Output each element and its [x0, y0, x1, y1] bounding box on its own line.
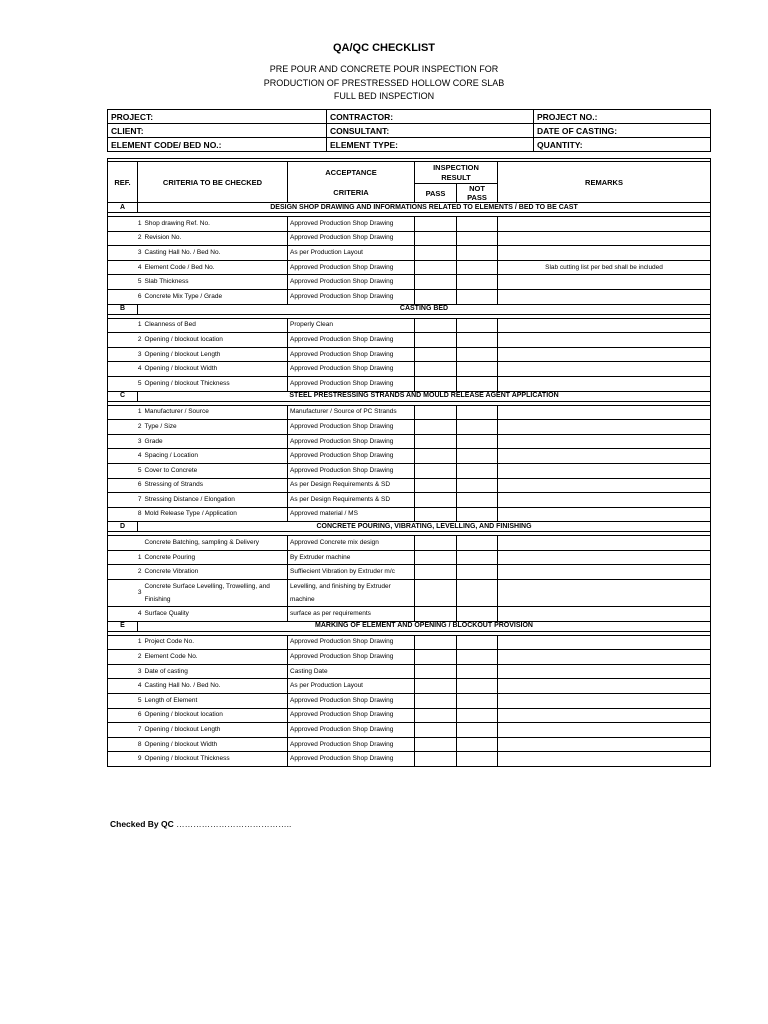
table-row: [108, 420, 711, 435]
not-pass-cell[interactable]: [457, 737, 498, 752]
pass-cell[interactable]: [415, 565, 457, 580]
table-row: [108, 550, 711, 565]
document-title: QA/QC CHECKLIST: [332, 42, 436, 54]
remarks-cell[interactable]: [498, 434, 711, 449]
acceptance-cell: Approved Production Shop Drawing: [288, 737, 415, 752]
not-pass-cell[interactable]: [457, 420, 498, 435]
not-pass-cell[interactable]: [457, 536, 498, 551]
item-number: 8: [108, 737, 143, 752]
item-number: 8: [108, 507, 143, 522]
acceptance-cell: Approved Production Shop Drawing: [288, 752, 415, 767]
acceptance-cell: Approved Production Shop Drawing: [288, 362, 415, 377]
pass-cell[interactable]: [415, 607, 457, 622]
criteria-cell: Surface Quality: [143, 607, 288, 622]
acceptance-cell: Approved Production Shop Drawing: [288, 723, 415, 738]
item-number: [108, 536, 143, 551]
item-number: 4: [108, 679, 143, 694]
pass-cell[interactable]: [415, 650, 457, 665]
not-pass-cell[interactable]: [457, 694, 498, 709]
item-number: 5: [108, 694, 143, 709]
section-ref: E: [108, 621, 138, 631]
section-row: [108, 621, 711, 631]
pass-cell[interactable]: [415, 550, 457, 565]
pass-cell[interactable]: [415, 580, 457, 607]
pass-cell[interactable]: [415, 217, 457, 232]
table-row: [108, 347, 711, 362]
acceptance-cell: Approved Production Shop Drawing: [288, 420, 415, 435]
acceptance-cell: Levelling, and finishing by Extruder machine: [288, 580, 415, 607]
table-row: [108, 405, 711, 420]
pass-cell[interactable]: [415, 694, 457, 709]
table-row: [108, 708, 711, 723]
item-number: 6: [108, 478, 143, 493]
criteria-cell: Casting Hall No. / Bed No.: [143, 246, 288, 261]
section-row: [108, 391, 711, 401]
section-ref: A: [108, 203, 138, 213]
pass-cell[interactable]: [415, 275, 457, 290]
acceptance-cell: Approved Production Shop Drawing: [288, 231, 415, 246]
not-pass-cell[interactable]: [457, 679, 498, 694]
checked-by-qc: [110, 819, 291, 829]
section-title: CASTING BED: [138, 304, 711, 314]
inspection-header: INSPECTION: [415, 162, 498, 174]
item-number: 5: [108, 376, 143, 391]
project-field[interactable]: PROJECT:: [108, 110, 327, 124]
criteria-cell: Opening / blockout Width: [143, 737, 288, 752]
project-no-field[interactable]: PROJECT NO.:: [534, 110, 711, 124]
element-code-field[interactable]: ELEMENT CODE/ BED NO.:: [108, 138, 327, 152]
not-pass-header: NOT PASS: [457, 184, 498, 203]
remarks-cell[interactable]: [498, 405, 711, 420]
remarks-cell[interactable]: [498, 650, 711, 665]
criteria-cell: Slab Thickness: [143, 275, 288, 290]
table-row: [108, 635, 711, 650]
not-pass-cell[interactable]: [457, 723, 498, 738]
remarks-cell[interactable]: [498, 362, 711, 377]
project-info-table: [107, 109, 711, 152]
acceptance-cell: Approved Production Shop Drawing: [288, 463, 415, 478]
remarks-cell[interactable]: [498, 550, 711, 565]
pass-cell[interactable]: [415, 737, 457, 752]
remarks-cell[interactable]: [498, 318, 711, 333]
remarks-cell[interactable]: [498, 708, 711, 723]
pass-cell[interactable]: [415, 507, 457, 522]
acceptance-cell: Approved Production Shop Drawing: [288, 650, 415, 665]
remarks-cell[interactable]: [498, 231, 711, 246]
acceptance-cell: Approved Production Shop Drawing: [288, 434, 415, 449]
section-row: [108, 203, 711, 213]
not-pass-cell[interactable]: [457, 217, 498, 232]
criteria-cell: Opening / blockout Width: [143, 362, 288, 377]
pass-cell[interactable]: [415, 333, 457, 348]
pass-cell[interactable]: [415, 752, 457, 767]
remarks-cell[interactable]: [498, 580, 711, 607]
criteria-cell: Opening / blockout Length: [143, 723, 288, 738]
not-pass-cell[interactable]: [457, 507, 498, 522]
section-title: MARKING OF ELEMENT AND OPENING / BLOCKOUT PROVISION: [138, 621, 711, 631]
remarks-cell[interactable]: [498, 246, 711, 261]
criteria-cell: Revision No.: [143, 231, 288, 246]
pass-cell[interactable]: [415, 664, 457, 679]
item-number: 9: [108, 752, 143, 767]
not-pass-cell[interactable]: [457, 550, 498, 565]
criteria-cell: Concrete Batching, sampling & Delivery: [143, 536, 288, 551]
table-row: [108, 580, 711, 607]
item-number: 6: [108, 289, 143, 304]
acceptance-cell: surface as per requirements: [288, 607, 415, 622]
pass-cell[interactable]: [415, 635, 457, 650]
not-pass-cell[interactable]: [457, 650, 498, 665]
section-title: STEEL PRESTRESSING STRANDS AND MOULD RELEASE AGENT APPLICATION: [138, 391, 711, 401]
remarks-cell[interactable]: [498, 463, 711, 478]
acceptance-cell: Suffiecient Vibration by Extruder m/c: [288, 565, 415, 580]
acceptance-cell: Approved Production Shop Drawing: [288, 376, 415, 391]
acceptance-cell: Approved Production Shop Drawing: [288, 289, 415, 304]
criteria-cell: Date of casting: [143, 664, 288, 679]
table-row: [108, 246, 711, 261]
pass-cell[interactable]: [415, 405, 457, 420]
pass-cell[interactable]: [415, 708, 457, 723]
criteria-cell: Stressing of Strands: [143, 478, 288, 493]
item-number: 1: [108, 635, 143, 650]
remarks-cell[interactable]: [498, 493, 711, 508]
remarks-cell[interactable]: [498, 664, 711, 679]
pass-cell[interactable]: [415, 347, 457, 362]
criteria-cell: Shop drawing Ref. No.: [143, 217, 288, 232]
pass-cell[interactable]: [415, 376, 457, 391]
item-number: 5: [108, 275, 143, 290]
not-pass-cell[interactable]: [457, 580, 498, 607]
criteria-header: CRITERIA TO BE CHECKED: [138, 162, 288, 203]
table-row: [108, 507, 711, 522]
pass-cell[interactable]: [415, 289, 457, 304]
table-row: [108, 723, 711, 738]
criteria-cell: Opening / blockout Thickness: [143, 376, 288, 391]
client-field[interactable]: CLIENT:: [108, 124, 327, 138]
item-number: 1: [108, 217, 143, 232]
item-number: 1: [108, 318, 143, 333]
item-number: 4: [108, 607, 143, 622]
item-number: 7: [108, 493, 143, 508]
acceptance-header: ACCEPTANCE: [288, 162, 415, 184]
acceptance-criteria-header: CRITERIA: [288, 184, 415, 203]
not-pass-cell[interactable]: [457, 318, 498, 333]
table-row: [108, 478, 711, 493]
not-pass-cell[interactable]: [457, 752, 498, 767]
remarks-cell[interactable]: [498, 737, 711, 752]
not-pass-cell[interactable]: [457, 260, 498, 275]
not-pass-cell[interactable]: [457, 434, 498, 449]
not-pass-cell[interactable]: [457, 664, 498, 679]
not-pass-cell[interactable]: [457, 275, 498, 290]
acceptance-cell: Casting Date: [288, 664, 415, 679]
not-pass-cell[interactable]: [457, 463, 498, 478]
criteria-cell: Stressing Distance / Elongation: [143, 493, 288, 508]
criteria-cell: Opening / blockout Thickness: [143, 752, 288, 767]
acceptance-cell: Approved Production Shop Drawing: [288, 449, 415, 464]
acceptance-cell: Approved Production Shop Drawing: [288, 708, 415, 723]
criteria-cell: Mold Release Type / Application: [143, 507, 288, 522]
table-row: [108, 362, 711, 377]
item-number: 5: [108, 463, 143, 478]
criteria-cell: Opening / blockout location: [143, 708, 288, 723]
table-row: [108, 318, 711, 333]
header-row-1: [108, 162, 711, 174]
table-row: [108, 694, 711, 709]
table-row: [108, 493, 711, 508]
pass-header: PASS: [415, 184, 457, 203]
section-row: [108, 304, 711, 314]
not-pass-cell[interactable]: [457, 362, 498, 377]
pass-cell[interactable]: [415, 420, 457, 435]
item-number: 3: [108, 664, 143, 679]
section-ref: D: [108, 522, 138, 532]
ref-header: REF.: [108, 162, 138, 203]
table-row: [108, 607, 711, 622]
not-pass-cell[interactable]: [457, 635, 498, 650]
remarks-cell[interactable]: [498, 565, 711, 580]
remarks-cell[interactable]: [498, 275, 711, 290]
section-row: [108, 522, 711, 532]
acceptance-cell: Manufacturer / Source of PC Strands: [288, 405, 415, 420]
not-pass-cell[interactable]: [457, 376, 498, 391]
not-pass-cell[interactable]: [457, 246, 498, 261]
pass-cell[interactable]: [415, 362, 457, 377]
pass-cell[interactable]: [415, 723, 457, 738]
table-row: [108, 289, 711, 304]
criteria-cell: Opening / blockout Length: [143, 347, 288, 362]
table-row: [108, 650, 711, 665]
item-number: 2: [108, 333, 143, 348]
signature-line[interactable]: …………………………………..: [176, 819, 292, 829]
not-pass-cell[interactable]: [457, 347, 498, 362]
acceptance-cell: Approved Production Shop Drawing: [288, 694, 415, 709]
checklist-table: [107, 158, 711, 767]
table-row: [108, 376, 711, 391]
criteria-cell: Cover to Concrete: [143, 463, 288, 478]
date-of-casting-field[interactable]: DATE OF CASTING:: [534, 124, 711, 138]
criteria-cell: Element Code No.: [143, 650, 288, 665]
remarks-cell[interactable]: [498, 376, 711, 391]
remarks-cell[interactable]: [498, 679, 711, 694]
acceptance-cell: Approved Production Shop Drawing: [288, 260, 415, 275]
not-pass-cell[interactable]: [457, 405, 498, 420]
pass-cell[interactable]: [415, 449, 457, 464]
remarks-cell[interactable]: [498, 217, 711, 232]
remarks-cell[interactable]: [498, 347, 711, 362]
item-number: 2: [108, 565, 143, 580]
not-pass-cell[interactable]: [457, 565, 498, 580]
criteria-cell: Spacing / Location: [143, 449, 288, 464]
table-row: [108, 217, 711, 232]
remarks-cell[interactable]: [498, 507, 711, 522]
criteria-cell: Length of Element: [143, 694, 288, 709]
acceptance-cell: Approved Concrete mix design: [288, 536, 415, 551]
item-number: 3: [108, 246, 143, 261]
acceptance-cell: Approved Production Shop Drawing: [288, 217, 415, 232]
not-pass-cell[interactable]: [457, 449, 498, 464]
pass-cell[interactable]: [415, 246, 457, 261]
acceptance-cell: Approved material / MS: [288, 507, 415, 522]
table-row: [108, 737, 711, 752]
item-number: 2: [108, 420, 143, 435]
acceptance-cell: As per Production Layout: [288, 679, 415, 694]
acceptance-cell: Approved Production Shop Drawing: [288, 347, 415, 362]
section-title: CONCRETE POURING, VIBRATING, LEVELLING, AND FINISHING: [138, 522, 711, 532]
criteria-cell: Type / Size: [143, 420, 288, 435]
acceptance-cell: As per Design Requirements & SD: [288, 478, 415, 493]
criteria-cell: Cleanness of Bed: [143, 318, 288, 333]
table-row: [108, 463, 711, 478]
not-pass-cell[interactable]: [457, 708, 498, 723]
subtitle-line-2: PRODUCTION OF PRESTRESSED HOLLOW CORE SLAB: [263, 78, 505, 88]
table-row: [108, 664, 711, 679]
criteria-cell: Grade: [143, 434, 288, 449]
table-row: [108, 752, 711, 767]
not-pass-cell[interactable]: [457, 607, 498, 622]
criteria-cell: Project Code No.: [143, 635, 288, 650]
item-number: 4: [108, 362, 143, 377]
element-type-field[interactable]: ELEMENT TYPE:: [327, 138, 534, 152]
remarks-cell[interactable]: [498, 289, 711, 304]
acceptance-cell: Approved Production Shop Drawing: [288, 333, 415, 348]
table-row: [108, 231, 711, 246]
table-row: [108, 260, 711, 275]
remarks-cell[interactable]: [498, 536, 711, 551]
acceptance-cell: Approved Production Shop Drawing: [288, 275, 415, 290]
acceptance-cell: As per Production Layout: [288, 246, 415, 261]
contractor-field[interactable]: CONTRACTOR:: [327, 110, 534, 124]
criteria-cell: Casting Hall No. / Bed No.: [143, 679, 288, 694]
subtitle-line-3: FULL BED INSPECTION: [333, 91, 435, 101]
remarks-cell[interactable]: [498, 420, 711, 435]
remarks-cell[interactable]: [498, 449, 711, 464]
item-number: 2: [108, 650, 143, 665]
table-row: [108, 449, 711, 464]
criteria-cell: Concrete Pouring: [143, 550, 288, 565]
item-number: 1: [108, 405, 143, 420]
table-row: [108, 565, 711, 580]
result-header: RESULT: [415, 173, 498, 184]
not-pass-cell[interactable]: [457, 493, 498, 508]
remarks-cell[interactable]: [498, 752, 711, 767]
table-row: [108, 536, 711, 551]
table-row: [108, 275, 711, 290]
pass-cell[interactable]: [415, 463, 457, 478]
item-number: 2: [108, 231, 143, 246]
criteria-cell: Concrete Surface Levelling, Trowelling, and Finishing: [143, 580, 288, 607]
criteria-cell: Opening / blockout location: [143, 333, 288, 348]
remarks-header: REMARKS: [498, 162, 711, 203]
table-row: [108, 679, 711, 694]
remarks-cell[interactable]: [498, 607, 711, 622]
table-row: [108, 434, 711, 449]
not-pass-cell[interactable]: [457, 333, 498, 348]
criteria-cell: Manufacturer / Source: [143, 405, 288, 420]
pass-cell[interactable]: [415, 679, 457, 694]
remarks-cell[interactable]: [498, 635, 711, 650]
pass-cell[interactable]: [415, 231, 457, 246]
acceptance-cell: Approved Production Shop Drawing: [288, 635, 415, 650]
section-title: DESIGN SHOP DRAWING AND INFORMATIONS RELATED TO ELEMENTS / BED TO BE CAST: [138, 203, 711, 213]
item-number: 7: [108, 723, 143, 738]
quantity-field[interactable]: QUANTITY:: [534, 138, 711, 152]
remarks-cell[interactable]: [498, 723, 711, 738]
consultant-field[interactable]: CONSULTANT:: [327, 124, 534, 138]
item-number: 6: [108, 708, 143, 723]
table-row: [108, 333, 711, 348]
pass-cell[interactable]: [415, 318, 457, 333]
not-pass-cell[interactable]: [457, 289, 498, 304]
criteria-cell: Concrete Mix Type / Grade: [143, 289, 288, 304]
remarks-cell[interactable]: Slab cutting list per bed shall be included: [498, 260, 711, 275]
item-number: 4: [108, 260, 143, 275]
remarks-cell[interactable]: [498, 478, 711, 493]
acceptance-cell: By Extruder machine: [288, 550, 415, 565]
remarks-cell[interactable]: [498, 333, 711, 348]
acceptance-cell: Properly Clean: [288, 318, 415, 333]
remarks-cell[interactable]: [498, 694, 711, 709]
pass-cell[interactable]: [415, 478, 457, 493]
pass-cell[interactable]: [415, 434, 457, 449]
subtitle-line-1: PRE POUR AND CONCRETE POUR INSPECTION FOR: [269, 64, 499, 74]
item-number: 4: [108, 449, 143, 464]
criteria-cell: Concrete Vibration: [143, 565, 288, 580]
item-number: 3: [108, 580, 143, 607]
item-number: 1: [108, 550, 143, 565]
pass-cell[interactable]: [415, 493, 457, 508]
pass-cell[interactable]: [415, 260, 457, 275]
not-pass-cell[interactable]: [457, 478, 498, 493]
pass-cell[interactable]: [415, 536, 457, 551]
checked-by-label: Checked By QC: [110, 819, 174, 829]
criteria-cell: Element Code / Bed No.: [143, 260, 288, 275]
acceptance-cell: As per Design Requirements & SD: [288, 493, 415, 508]
item-number: 3: [108, 347, 143, 362]
section-ref: B: [108, 304, 138, 314]
section-ref: C: [108, 391, 138, 401]
not-pass-cell[interactable]: [457, 231, 498, 246]
item-number: 3: [108, 434, 143, 449]
